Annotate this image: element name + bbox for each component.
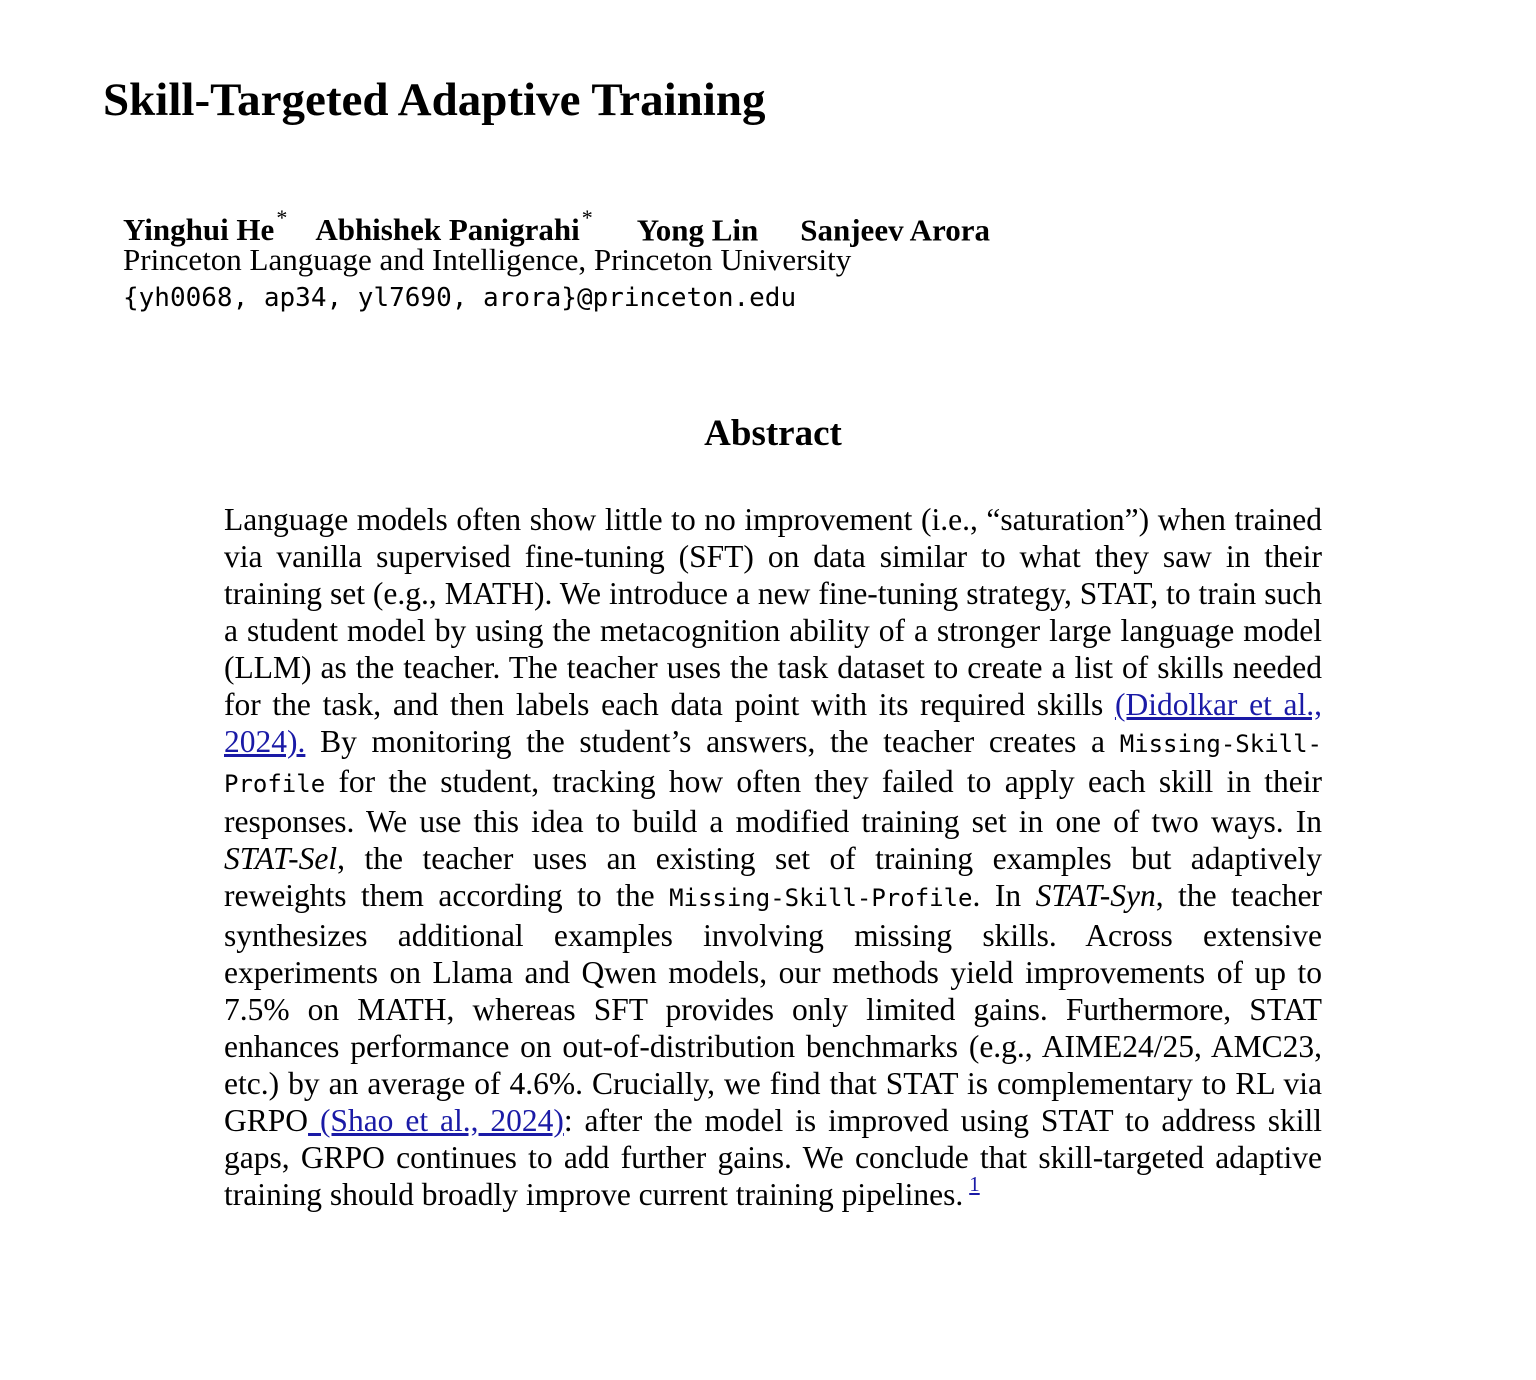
abstract-heading: Abstract — [704, 413, 842, 454]
author-affiliation: Princeton Language and Intelligence, Princeton University — [123, 242, 852, 277]
author-email: {yh0068, ap34, yl7690, arora}@princeton.edu — [123, 283, 797, 313]
author-name: Sanjeev Arora — [800, 212, 990, 248]
stat-syn-term: STAT-Syn — [1035, 878, 1156, 913]
equal-contribution-mark: * — [581, 205, 593, 230]
stat-sel-term: STAT-Sel — [224, 841, 338, 876]
citation-link-didolkar[interactable]: (Didolkar et al., 2024). — [224, 687, 1322, 759]
abstract-text: Language models often show little to no improvement (i.e., “saturation”) when trained via vanilla supervised fine-tuning (SFT) on data similar to what they saw in their training set (e.g., MATH). We introduce a new fine-tuning strategy, STAT, to train such a student model by using the metacognition ability of a stronger large language model (LLM) as the teacher. The teacher uses the task dataset to create a list of skills needed for the task, and then labels each data point with its required skills (Didolkar et al., 2024). By monitoring the student’s answers, the teacher creates a Missing-Skill-Profile for the student, tracking how often they failed to apply each skill in their responses. We use this idea to build a modified training set in one of two ways. In STAT-Sel, the teacher uses an existing set of training examples but adaptively reweights them according to the Missing-Skill-Profile. In STAT-Syn, the teacher synthesizes additional examples involving missing skills. Across extensive experiments on Llama and Qwen models, our methods yield improvements of up to 7.5% on MATH, whereas SFT provides only limited gains. Furthermore, STAT enhances performance on out-of-distribution benchmarks (e.g., AIME24/25, AMC23, etc.) by an average of 4.6%. Crucially, we find that STAT is complementary to RL via GRPO (Shao et al., 2024): after the model is improved using STAT to address skill gaps, GRPO continues to add further gains. We conclude that skill-targeted adaptive training should broadly improve current training pipelines. $^1$ — [224, 502, 1322, 1212]
paper-title: Skill-Targeted Adaptive Training — [103, 74, 766, 126]
missing-skill-profile-term: Missing-Skill-Profile — [669, 884, 973, 912]
citation-link-shao[interactable]: (Shao et al., 2024) — [308, 1103, 564, 1138]
footnote-link[interactable]: 1 — [969, 1172, 980, 1196]
author-name: Abhishek Panigrahi* — [315, 205, 593, 248]
missing-skill-profile-term: Missing-Skill-Profile — [224, 730, 1322, 798]
author-name: Yong Lin — [636, 212, 759, 248]
author-name: Yinghui He* — [123, 205, 288, 248]
equal-contribution-mark: * — [276, 205, 288, 230]
